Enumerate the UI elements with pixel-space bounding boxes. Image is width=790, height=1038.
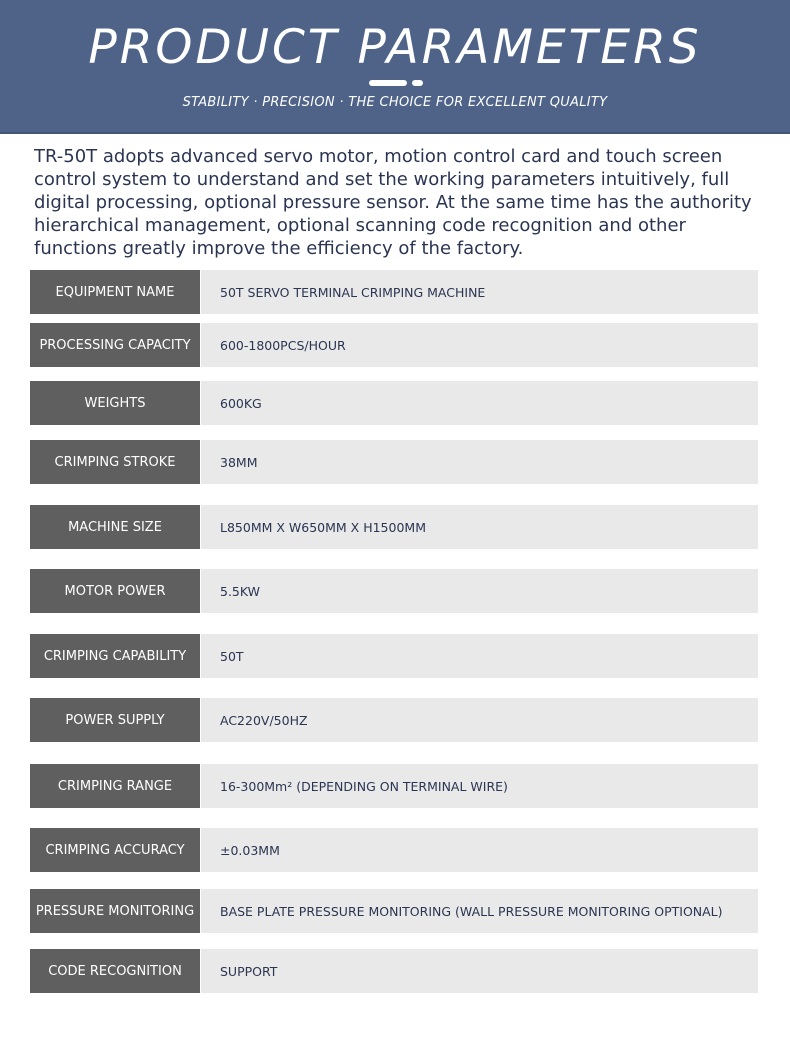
param-value: ±0.03MM xyxy=(201,828,758,872)
param-label: CRIMPING ACCURACY xyxy=(30,828,200,872)
param-row-crimping-capability xyxy=(30,634,758,678)
param-row-pressure-monitoring xyxy=(30,889,758,933)
param-row-weights xyxy=(30,381,758,425)
param-row-crimping-range xyxy=(30,764,758,808)
page-title: PRODUCT PARAMETERS xyxy=(88,20,702,75)
intro-paragraph: TR-50T adopts advanced servo motor, motion control card and touch screen control system to understand and set the working parameters intuitively, full digital processing, optional pressure sensor. At the same time has the authority hierarchical management, optional scanning code recognition and other functions greatly improve the efficiency of the factory. xyxy=(34,146,752,259)
param-label: CRIMPING RANGE xyxy=(30,764,200,808)
param-row-code-recognition xyxy=(30,949,758,993)
param-value: 38MM xyxy=(201,440,758,484)
param-row-crimping-accuracy xyxy=(30,828,758,872)
param-label: WEIGHTS xyxy=(30,381,200,425)
param-value: 50T xyxy=(201,634,758,678)
param-label: MACHINE SIZE xyxy=(30,505,200,549)
divider-long-segment xyxy=(369,80,407,86)
param-label: PROCESSING CAPACITY xyxy=(30,323,200,367)
page-subtitle: STABILITY · PRECISION · THE CHOICE FOR EXCELLENT QUALITY xyxy=(182,95,608,110)
param-label: PRESSURE MONITORING xyxy=(30,889,200,933)
param-value: 5.5KW xyxy=(201,569,758,613)
param-value: SUPPORT xyxy=(201,949,758,993)
param-label: CRIMPING STROKE xyxy=(30,440,200,484)
param-label: EQUIPMENT NAME xyxy=(30,270,200,314)
param-value: 600KG xyxy=(201,381,758,425)
param-row-machine-size xyxy=(30,505,758,549)
param-row-processing-capacity xyxy=(30,323,758,367)
param-value: AC220V/50HZ xyxy=(201,698,758,742)
param-label: POWER SUPPLY xyxy=(30,698,200,742)
param-value: 50T SERVO TERMINAL CRIMPING MACHINE xyxy=(201,270,758,314)
param-row-power-supply xyxy=(30,698,758,742)
param-row-motor-power xyxy=(30,569,758,613)
param-row-crimping-stroke xyxy=(30,440,758,484)
param-value: L850MM X W650MM X H1500MM xyxy=(201,505,758,549)
param-row-equipment-name xyxy=(30,270,758,314)
title-divider xyxy=(369,80,429,86)
param-value: 600-1800PCS/HOUR xyxy=(201,323,758,367)
divider-short-segment xyxy=(412,80,423,86)
param-value: BASE PLATE PRESSURE MONITORING (WALL PRESSURE MONITORING OPTIONAL) xyxy=(201,889,758,933)
param-label: MOTOR POWER xyxy=(30,569,200,613)
header-banner xyxy=(0,0,790,134)
param-label: CRIMPING CAPABILITY xyxy=(30,634,200,678)
param-value: 16-300Mm² (DEPENDING ON TERMINAL WIRE) xyxy=(201,764,758,808)
param-label: CODE RECOGNITION xyxy=(30,949,200,993)
